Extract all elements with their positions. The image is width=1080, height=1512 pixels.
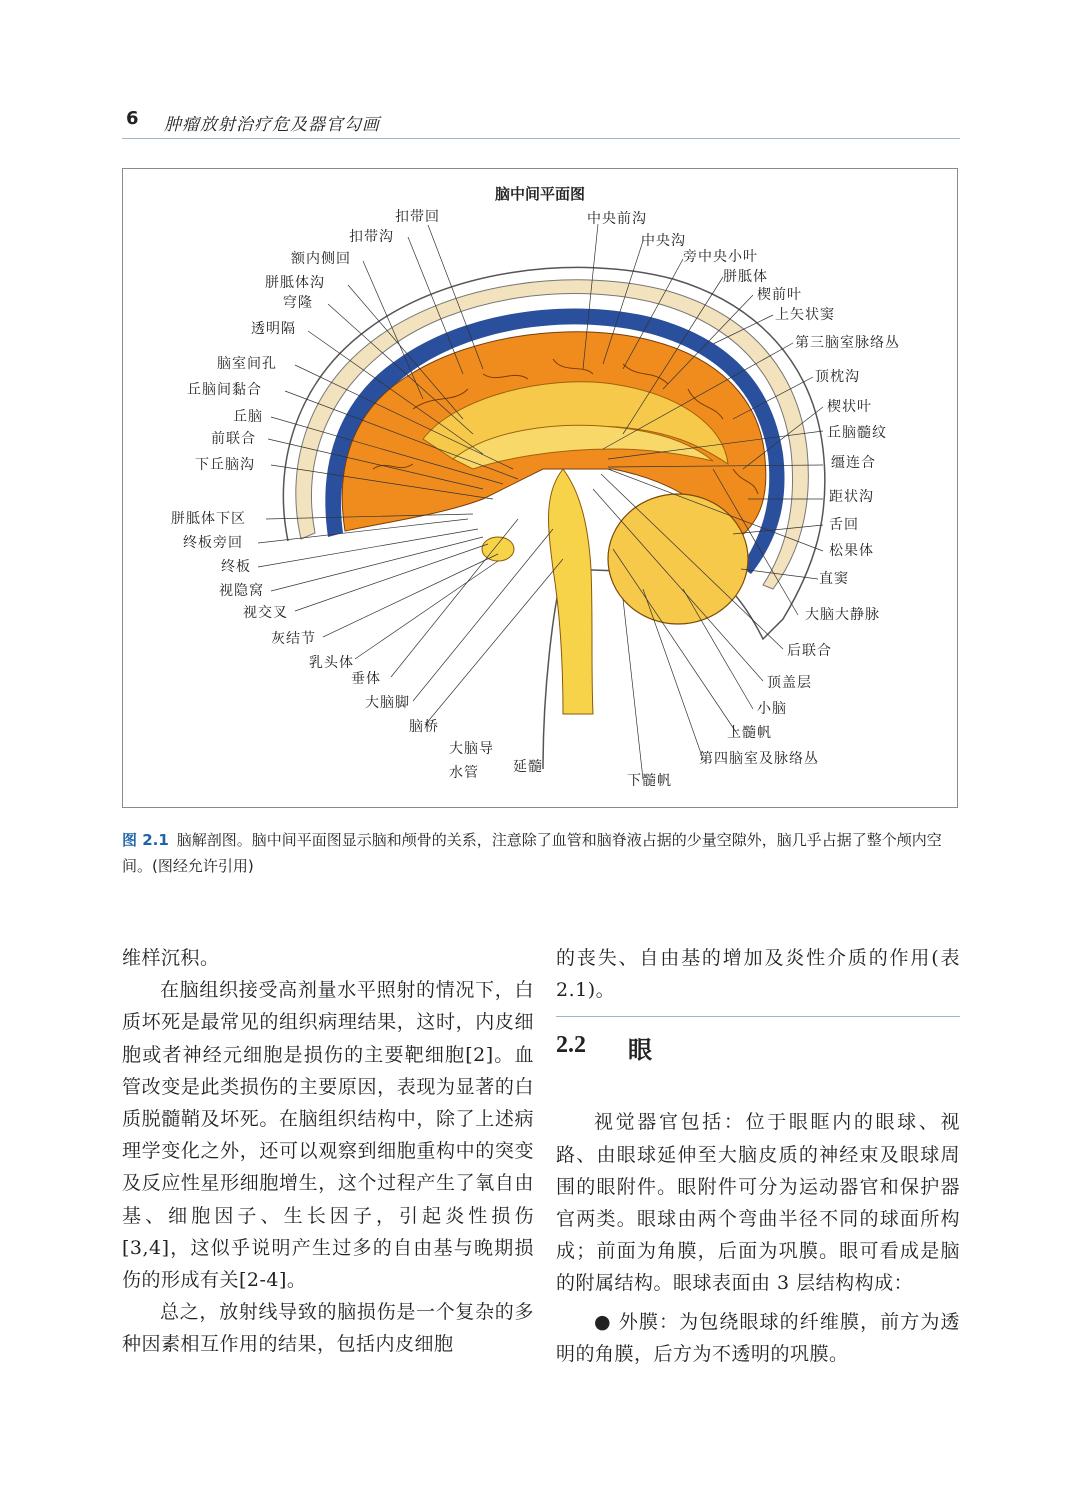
bullet-paragraph: ● 外膜：为包绕眼球的纤维膜，前方为透明的角膜，后方为不透明的巩膜。: [556, 1310, 960, 1365]
label: 上矢状窦: [775, 307, 835, 323]
label: 下丘脑沟: [195, 457, 255, 473]
label: 水管: [449, 765, 479, 781]
paragraph: 的丧失、自由基的增加及炎性介质的作用(表 2.1)。: [556, 947, 960, 1002]
figure-caption: [122, 827, 960, 879]
figure-tag: 图 2.1: [122, 831, 169, 849]
label: 终板旁回: [183, 535, 243, 551]
cerebellum: [608, 494, 748, 624]
label: 额内侧回: [291, 251, 351, 267]
label: 距状沟: [829, 489, 874, 505]
label: 大脑大静脉: [805, 607, 880, 623]
figure-title: 脑中间平面图: [494, 185, 585, 203]
label: 胼胝体下区: [171, 511, 246, 527]
section-rule: [556, 1016, 960, 1017]
label: 楔状叶: [827, 399, 872, 415]
label: 胼胝体: [723, 269, 768, 285]
label: 垂体: [351, 671, 381, 687]
label: 脑室间孔: [217, 356, 277, 372]
label: 扣带沟: [349, 229, 394, 245]
label: 上髓帆: [727, 725, 772, 741]
right-column: [556, 942, 960, 1370]
label: 中央沟: [641, 233, 686, 249]
label: 前联合: [211, 431, 256, 447]
brainstem: [549, 469, 593, 714]
paragraph: 在脑组织接受高剂量水平照射的情况下，白质坏死是最常见的组织病理结果，这时，内皮细胞或者神经元细胞是损伤的主要靶细胞[2]。血管改变是此类损伤的主要原因，表现为显著的白质脱髓鞘及坏死。在脑组织结构中，除了上述病理学变化之外，还可以观察到细胞重构中的突变及反应性星形细胞增生，这个过程产生了氧自由基、细胞因子、生长因子，引起炎性损伤[3,4]，这似乎说明产生过多的自由基与晚期损伤的形成有关[2-4]。: [122, 979, 534, 1292]
paragraph: 总之，放射线导致的脑损伤是一个复杂的多种因素相互作用的结果，包括内皮细胞: [122, 1301, 534, 1356]
label: 舌回: [829, 517, 859, 533]
label: 大脑导: [449, 741, 494, 757]
label: 视交叉: [243, 605, 288, 621]
section-number: 2.2: [556, 1032, 586, 1059]
label: 缰连合: [831, 455, 876, 471]
section-title: 眼: [628, 1035, 652, 1065]
label: 终板: [221, 559, 251, 575]
label: 直窦: [819, 571, 849, 587]
label: 大脑脚: [365, 695, 410, 711]
section-heading: [556, 1016, 960, 1088]
label: 松果体: [829, 543, 874, 559]
label: 扣带回: [395, 209, 440, 225]
label: 第三脑室脉络丛: [795, 335, 900, 351]
paragraph: 维样沉积。: [122, 947, 220, 969]
label: 穹隆: [283, 295, 313, 311]
caption-text: 脑解剖图。脑中间平面图显示脑和颅骨的关系，注意除了血管和脑脊液占据的少量空隙外，脑几乎占据了整个颅内空间。(图经允许引用): [122, 831, 942, 875]
figure-box: [122, 168, 958, 808]
label: 小脑: [757, 701, 787, 717]
label: 视隐窝: [219, 583, 264, 599]
label: 胼胝体沟: [265, 275, 325, 291]
label: 中央前沟: [587, 211, 647, 227]
running-title: 肿瘤放射治疗危及器官勾画: [164, 115, 380, 135]
brain-diagram: [123, 169, 957, 807]
label: 丘脑髓纹: [827, 425, 887, 441]
label: 丘脑间黏合: [187, 382, 262, 398]
label: 顶枕沟: [815, 369, 860, 385]
label: 透明隔: [251, 321, 296, 337]
label: 顶盖层: [767, 675, 812, 691]
page-number: 6: [126, 108, 139, 129]
header-rule: [122, 138, 960, 139]
label: 后联合: [787, 643, 832, 659]
label: 灰结节: [271, 631, 316, 647]
label: 楔前叶: [757, 287, 802, 303]
label: 第四脑室及脉络丛: [699, 751, 819, 767]
label: 乳头体: [309, 655, 354, 671]
page-header: [122, 106, 960, 140]
label: 旁中央小叶: [683, 249, 758, 265]
label: 下髓帆: [627, 773, 672, 789]
left-column: [122, 942, 534, 1361]
paragraph: 视觉器官包括：位于眼眶内的眼球、视路、由眼球延伸至大脑皮质的神经束及眼球周围的眼附件。眼附件可分为运动器官和保护器官两类。眼球由两个弯曲半径不同的球面所构成；前面为角膜，后面为巩膜。眼可看成是脑的附属结构。眼球表面由 3 层结构构成：: [556, 1111, 960, 1295]
label: 脑桥: [409, 719, 439, 735]
label: 丘脑: [233, 409, 263, 425]
label: 延髓: [513, 759, 543, 775]
